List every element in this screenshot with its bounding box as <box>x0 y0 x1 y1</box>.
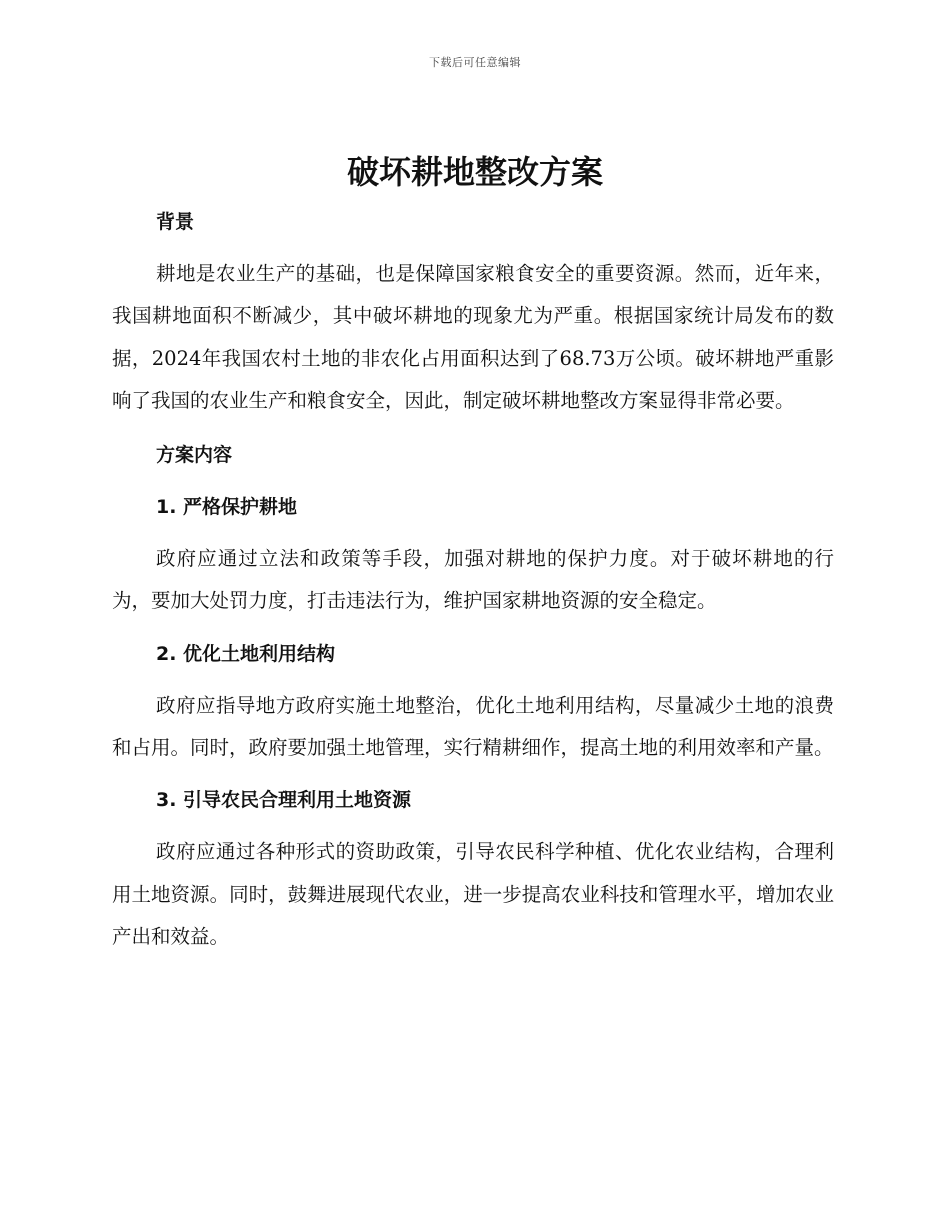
section-heading-item1: 1. 严格保护耕地 <box>156 496 298 519</box>
paragraph-background: 耕地是农业生产的基础，也是保障国家粮食安全的重要资源。然而，近年来，我国耕地面积不断减少，其中破坏耕地的现象尤为严重。根据国家统计局发布的数据，2024年我国农村土地的非农化占用面积达到了68.73万公顷。破坏耕地严重影响了我国的农业生产和粮食安全，因此，制定破坏耕地整改方案显得非常必要。 <box>112 262 834 412</box>
section-heading-plan: 方案内容 <box>156 444 233 467</box>
paragraph-item2: 政府应指导地方政府实施土地整治，优化土地利用结构，尽量减少土地的浪费和占用。同时，政府要加强土地管理，实行精耕细作，提高土地的利用效率和产量。 <box>112 693 834 760</box>
section-heading-item2: 2. 优化土地利用结构 <box>156 642 336 665</box>
section-heading-background: 背景 <box>156 211 195 233</box>
document-body <box>112 201 834 958</box>
page-header-note: 下载后可任意编辑 <box>429 56 521 69</box>
paragraph-item3: 政府应通过各种形式的资助政策，引导农民科学种植、优化农业结构，合理利用土地资源。同时，鼓舞进展现代农业，进一步提高农业科技和管理水平，增加农业产出和效益。 <box>112 840 834 948</box>
section-heading-item3: 3. 引导农民合理利用土地资源 <box>156 789 412 812</box>
paragraph-item1: 政府应通过立法和政策等手段，加强对耕地的保护力度。对于破坏耕地的行为，要加大处罚力度，打击违法行为，维护国家耕地资源的安全稳定。 <box>112 547 834 613</box>
document-title: 破坏耕地整改方案 <box>346 153 603 191</box>
